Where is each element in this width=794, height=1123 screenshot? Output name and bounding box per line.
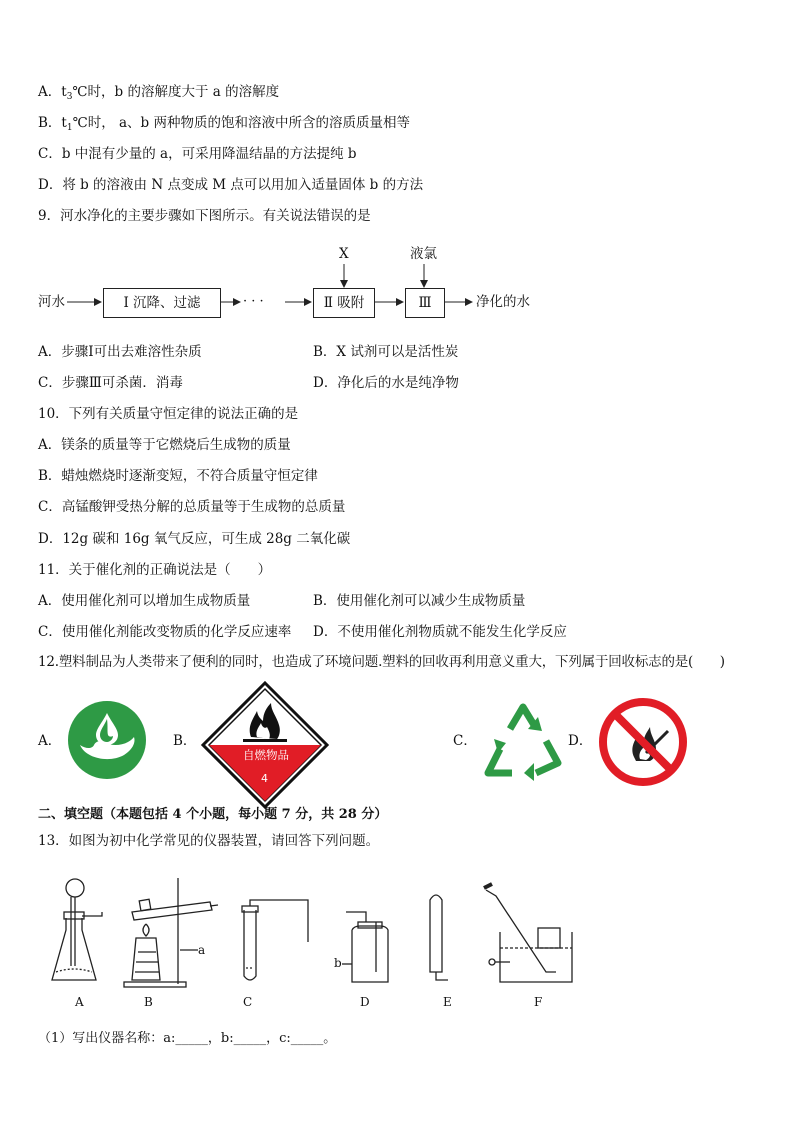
q13-subquestion-1: （1）写出仪器名称：a:_____，b:_____，c:_____。 xyxy=(38,1031,337,1046)
flow-input-label: 河水 xyxy=(38,294,65,310)
apparatus-label-c: C xyxy=(243,995,253,1009)
q11-stem: 11．关于催化剂的正确说法是（ ） xyxy=(38,562,272,578)
q12-label-a: A． xyxy=(38,733,62,749)
apparatus-f-trough-icon xyxy=(484,884,572,982)
q11-option-d: D．不使用催化剂物质就不能发生化学反应 xyxy=(313,624,567,640)
q12-stem: 12.塑料制品为人类带来了便利的同时，也造成了环境问题.塑料的回收再利用意义重大，下列属于回收标志的是( ) xyxy=(38,654,725,670)
hazard-sign-text: 自燃物品 xyxy=(243,748,289,762)
q8-option-d: D．将 b 的溶液由 N 点变成 M 点可以用加入适量固体 b 的方法 xyxy=(38,177,424,193)
q9-stem: 9．河水净化的主要步骤如下图所示。有关说法错误的是 xyxy=(38,208,371,224)
hazard-sign-number: 4 xyxy=(261,772,268,785)
q10-option-a: A．镁条的质量等于它燃烧后生成物的质量 xyxy=(38,437,291,453)
callout-a-label: a xyxy=(198,943,206,957)
q9-option-c: C．步骤Ⅲ可杀菌．消毒 xyxy=(38,375,183,391)
recycle-icon xyxy=(480,701,566,781)
apparatus-label-a: A xyxy=(75,995,84,1009)
q12-label-b: B． xyxy=(173,733,197,749)
flammable-solid-hazard-sign-icon xyxy=(201,681,329,809)
apparatus-diagram xyxy=(40,872,600,1002)
apparatus-label-f: F xyxy=(534,995,543,1009)
section-heading: 二、填空题（本题包括 4 个小题，每小题 7 分，共 28 分） xyxy=(38,807,388,822)
q10-option-d: D．12g 碳和 16g 氧气反应，可生成 28g 二氧化碳 xyxy=(38,531,351,547)
q13-stem: 13．如图为初中化学常见的仪器装置，请回答下列问题。 xyxy=(38,833,380,849)
q9-option-b: B．X 试剂可以是活性炭 xyxy=(313,344,459,360)
apparatus-b-heating-icon xyxy=(124,878,218,987)
apparatus-label-e: E xyxy=(443,995,452,1009)
q11-option-b: B．使用催化剂可以减少生成物质量 xyxy=(313,593,526,609)
no-smoking-fire-icon xyxy=(598,697,688,787)
q11-option-c: C．使用催化剂能改变物质的化学反应速率 xyxy=(38,624,292,640)
q8-option-c: C．b 中混有少量的 a，可采用降温结晶的方法提纯 b xyxy=(38,146,357,162)
apparatus-label-b: B xyxy=(144,995,153,1009)
q9-option-d: D．净化后的水是纯净物 xyxy=(313,375,459,391)
q12-label-d: D． xyxy=(568,733,593,749)
callout-b-label: b xyxy=(334,956,342,970)
flow-step-2: Ⅱ 吸附 xyxy=(313,288,375,318)
water-saving-icon xyxy=(66,699,148,781)
flow-reagent-chlorine: 液氯 xyxy=(410,246,437,262)
flow-reagent-x: X xyxy=(339,246,349,262)
q9-option-a: A．步骤Ⅰ可出去难溶性杂质 xyxy=(38,344,202,360)
apparatus-d-wash-bottle-icon xyxy=(342,912,388,982)
apparatus-a-flask-icon xyxy=(52,879,102,980)
flow-step-3: Ⅲ xyxy=(405,288,445,318)
flow-step-1: Ⅰ 沉降、过滤 xyxy=(103,288,221,318)
flow-output-label: 净化的水 xyxy=(476,294,530,310)
flow-dots: · · · xyxy=(243,294,264,309)
apparatus-e-tube-icon xyxy=(430,895,448,980)
q10-option-b: B．蜡烛燃烧时逐渐变短，不符合质量守恒定律 xyxy=(38,468,318,484)
apparatus-label-d: D xyxy=(360,995,370,1009)
apparatus-c-test-tube-icon xyxy=(242,900,308,980)
q11-option-a: A．使用催化剂可以增加生成物质量 xyxy=(38,593,251,609)
q12-label-c: C． xyxy=(453,733,477,749)
q10-stem: 10．下列有关质量守恒定律的说法正确的是 xyxy=(38,406,299,422)
q8-option-b: B．$t_1℃$时， a、b 两种物质的饱和溶液中所含的溶质质量相等 xyxy=(38,115,410,133)
q10-option-c: C．高锰酸钾受热分解的总质量等于生成物的总质量 xyxy=(38,499,346,515)
q8-option-a: A．$t_3℃$时，b 的溶解度大于 a 的溶解度 xyxy=(38,84,280,102)
